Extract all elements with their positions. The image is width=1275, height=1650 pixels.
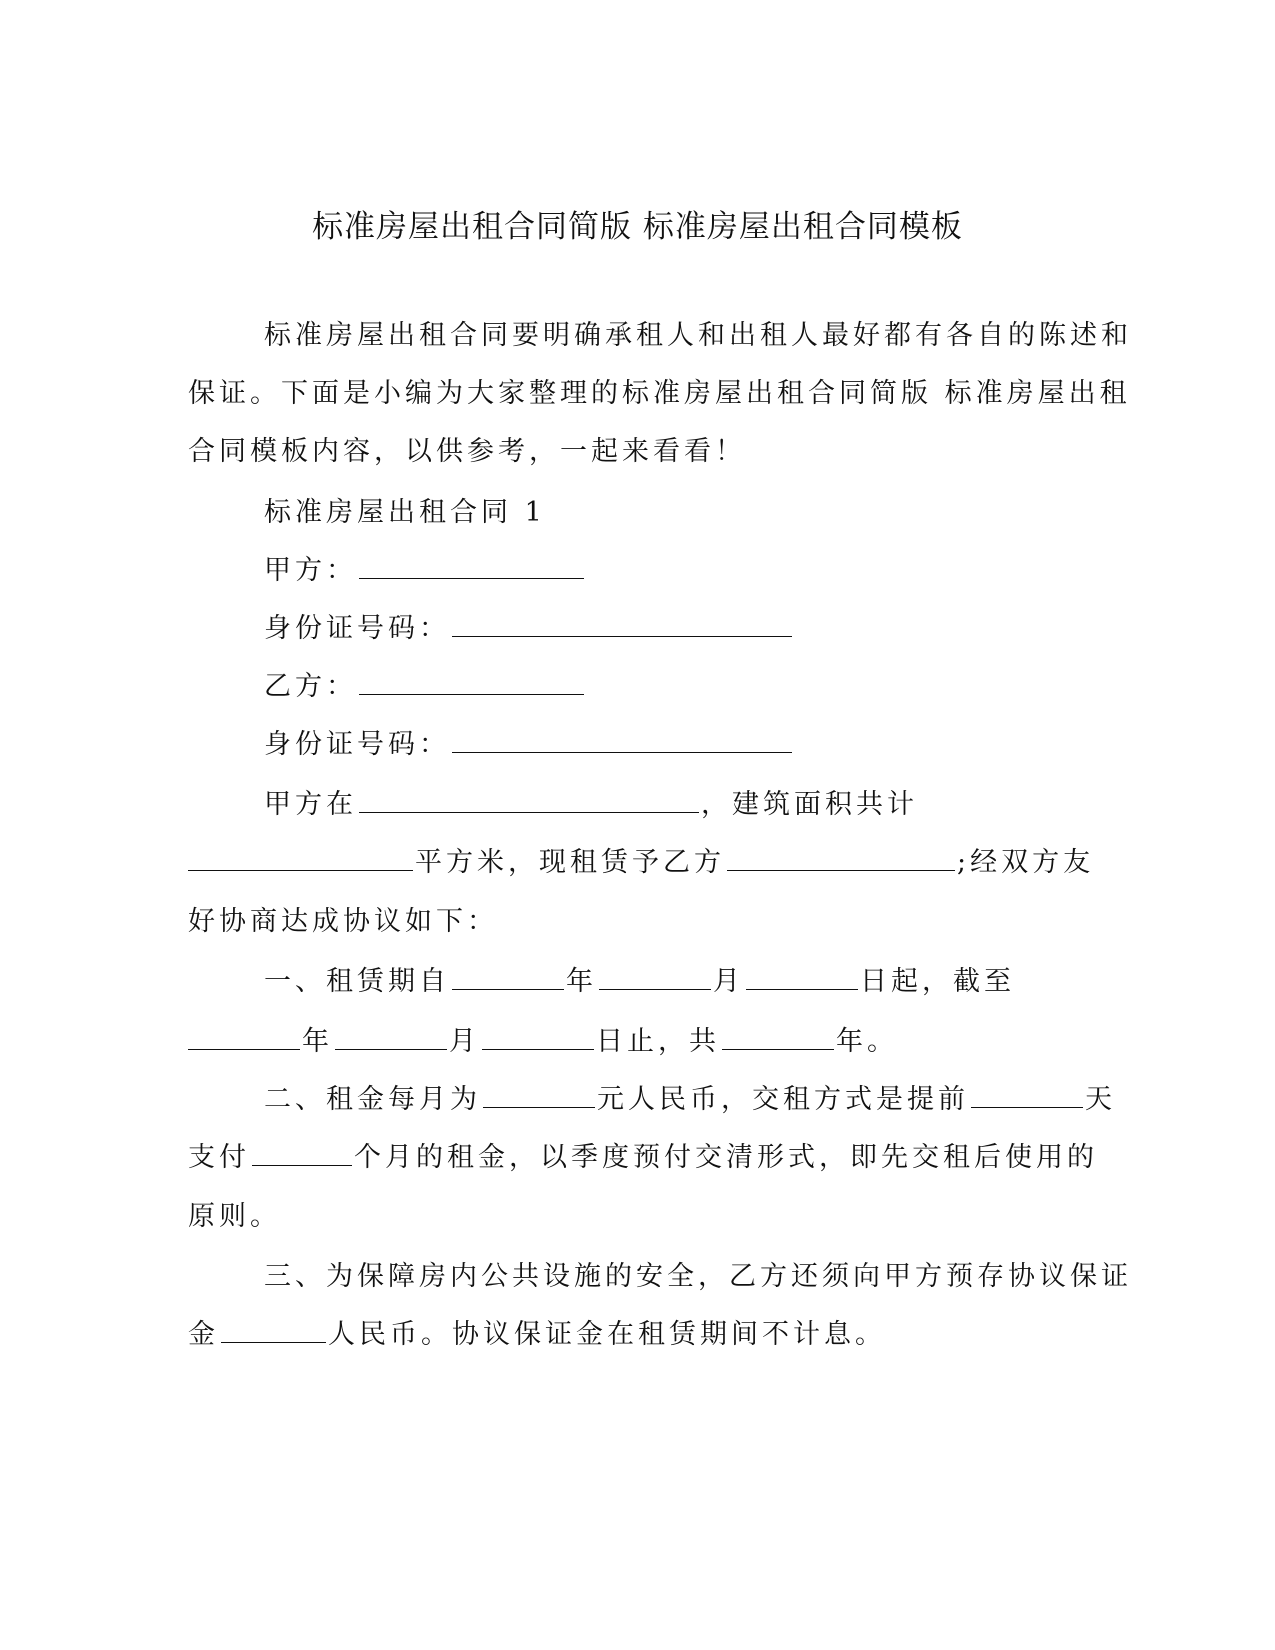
clause-2-prefix: 二、租金每月为 — [264, 1084, 481, 1115]
intro-line-3: 合同模板内容，以供参考，一起来看看！ — [188, 436, 746, 467]
contract-heading: 标准房屋出租合同 1 — [264, 497, 546, 528]
day-end-label: 日止，共 — [596, 1026, 720, 1057]
party-a-label: 甲方： — [264, 555, 357, 586]
document-title: 标准房屋出租合同简版 标准房屋出租合同模板 — [312, 209, 963, 245]
property-area-text: ，建筑面积共计 — [701, 789, 918, 820]
years-label: 年。 — [836, 1026, 898, 1057]
property-line-2 — [188, 843, 1094, 883]
year-label: 年 — [566, 966, 597, 997]
clause-2-line-2 — [188, 1138, 1098, 1178]
property-line-1 — [264, 785, 918, 825]
intro-line-1: 标准房屋出租合同要明确承租人和出租人最好都有各自的陈述和 — [264, 320, 1132, 351]
clause-2-mid: 元人民币，交租方式是提前 — [597, 1084, 969, 1115]
deposit-blank[interactable] — [221, 1315, 326, 1343]
party-b-blank[interactable] — [359, 667, 584, 695]
months-blank[interactable] — [252, 1138, 352, 1166]
pay-label: 支付 — [188, 1142, 250, 1173]
start-day-blank[interactable] — [746, 962, 858, 990]
clause-2-line-3: 原则。 — [188, 1201, 281, 1232]
rent-amount-blank[interactable] — [483, 1080, 595, 1108]
clause-3-line-2 — [188, 1315, 886, 1355]
total-years-blank[interactable] — [722, 1022, 834, 1050]
end-month-blank[interactable] — [335, 1022, 447, 1050]
party-a-blank[interactable] — [359, 551, 584, 579]
area-suffix: 平方米，现租赁予乙方 — [415, 847, 725, 878]
year-label-2: 年 — [302, 1026, 333, 1057]
clause-1-line-1 — [264, 962, 1015, 1002]
party-b-id-line — [264, 725, 794, 765]
property-address-blank[interactable] — [359, 785, 699, 813]
start-year-blank[interactable] — [452, 962, 564, 990]
party-b-id-blank[interactable] — [452, 725, 792, 753]
end-year-blank[interactable] — [188, 1022, 300, 1050]
clause-3-line-1: 三、为保障房内公共设施的安全，乙方还须向甲方预存协议保证 — [264, 1261, 1132, 1292]
property-line-3: 好协商达成协议如下： — [188, 906, 498, 937]
clause-3-tail: 人民币。协议保证金在租赁期间不计息。 — [328, 1319, 886, 1350]
intro-line-2: 保证。下面是小编为大家整理的标准房屋出租合同简版 标准房屋出租 — [188, 378, 1131, 409]
start-month-blank[interactable] — [599, 962, 711, 990]
clause-2-tail: 个月的租金，以季度预付交清形式，即先交租后使用的 — [354, 1142, 1098, 1173]
month-label-2: 月 — [449, 1026, 480, 1057]
lessee-blank[interactable] — [727, 843, 955, 871]
days-label: 天 — [1085, 1084, 1116, 1115]
clause-3-prefix: 金 — [188, 1319, 219, 1350]
clause-2-line-1 — [264, 1080, 1116, 1120]
area-blank[interactable] — [188, 843, 413, 871]
day-start-label: 日起，截至 — [860, 966, 1015, 997]
property-tail: ;经双方友 — [957, 847, 1095, 878]
party-a-line — [264, 551, 586, 591]
party-b-id-label: 身份证号码： — [264, 729, 450, 760]
party-a-id-label: 身份证号码： — [264, 613, 450, 644]
property-prefix: 甲方在 — [264, 789, 357, 820]
month-label: 月 — [713, 966, 744, 997]
end-day-blank[interactable] — [482, 1022, 594, 1050]
advance-days-blank[interactable] — [971, 1080, 1083, 1108]
clause-1-line-2 — [188, 1022, 898, 1062]
party-b-label: 乙方： — [264, 671, 357, 702]
party-b-line — [264, 667, 586, 707]
clause-1-prefix: 一、租赁期自 — [264, 966, 450, 997]
party-a-id-blank[interactable] — [452, 609, 792, 637]
party-a-id-line — [264, 609, 794, 649]
